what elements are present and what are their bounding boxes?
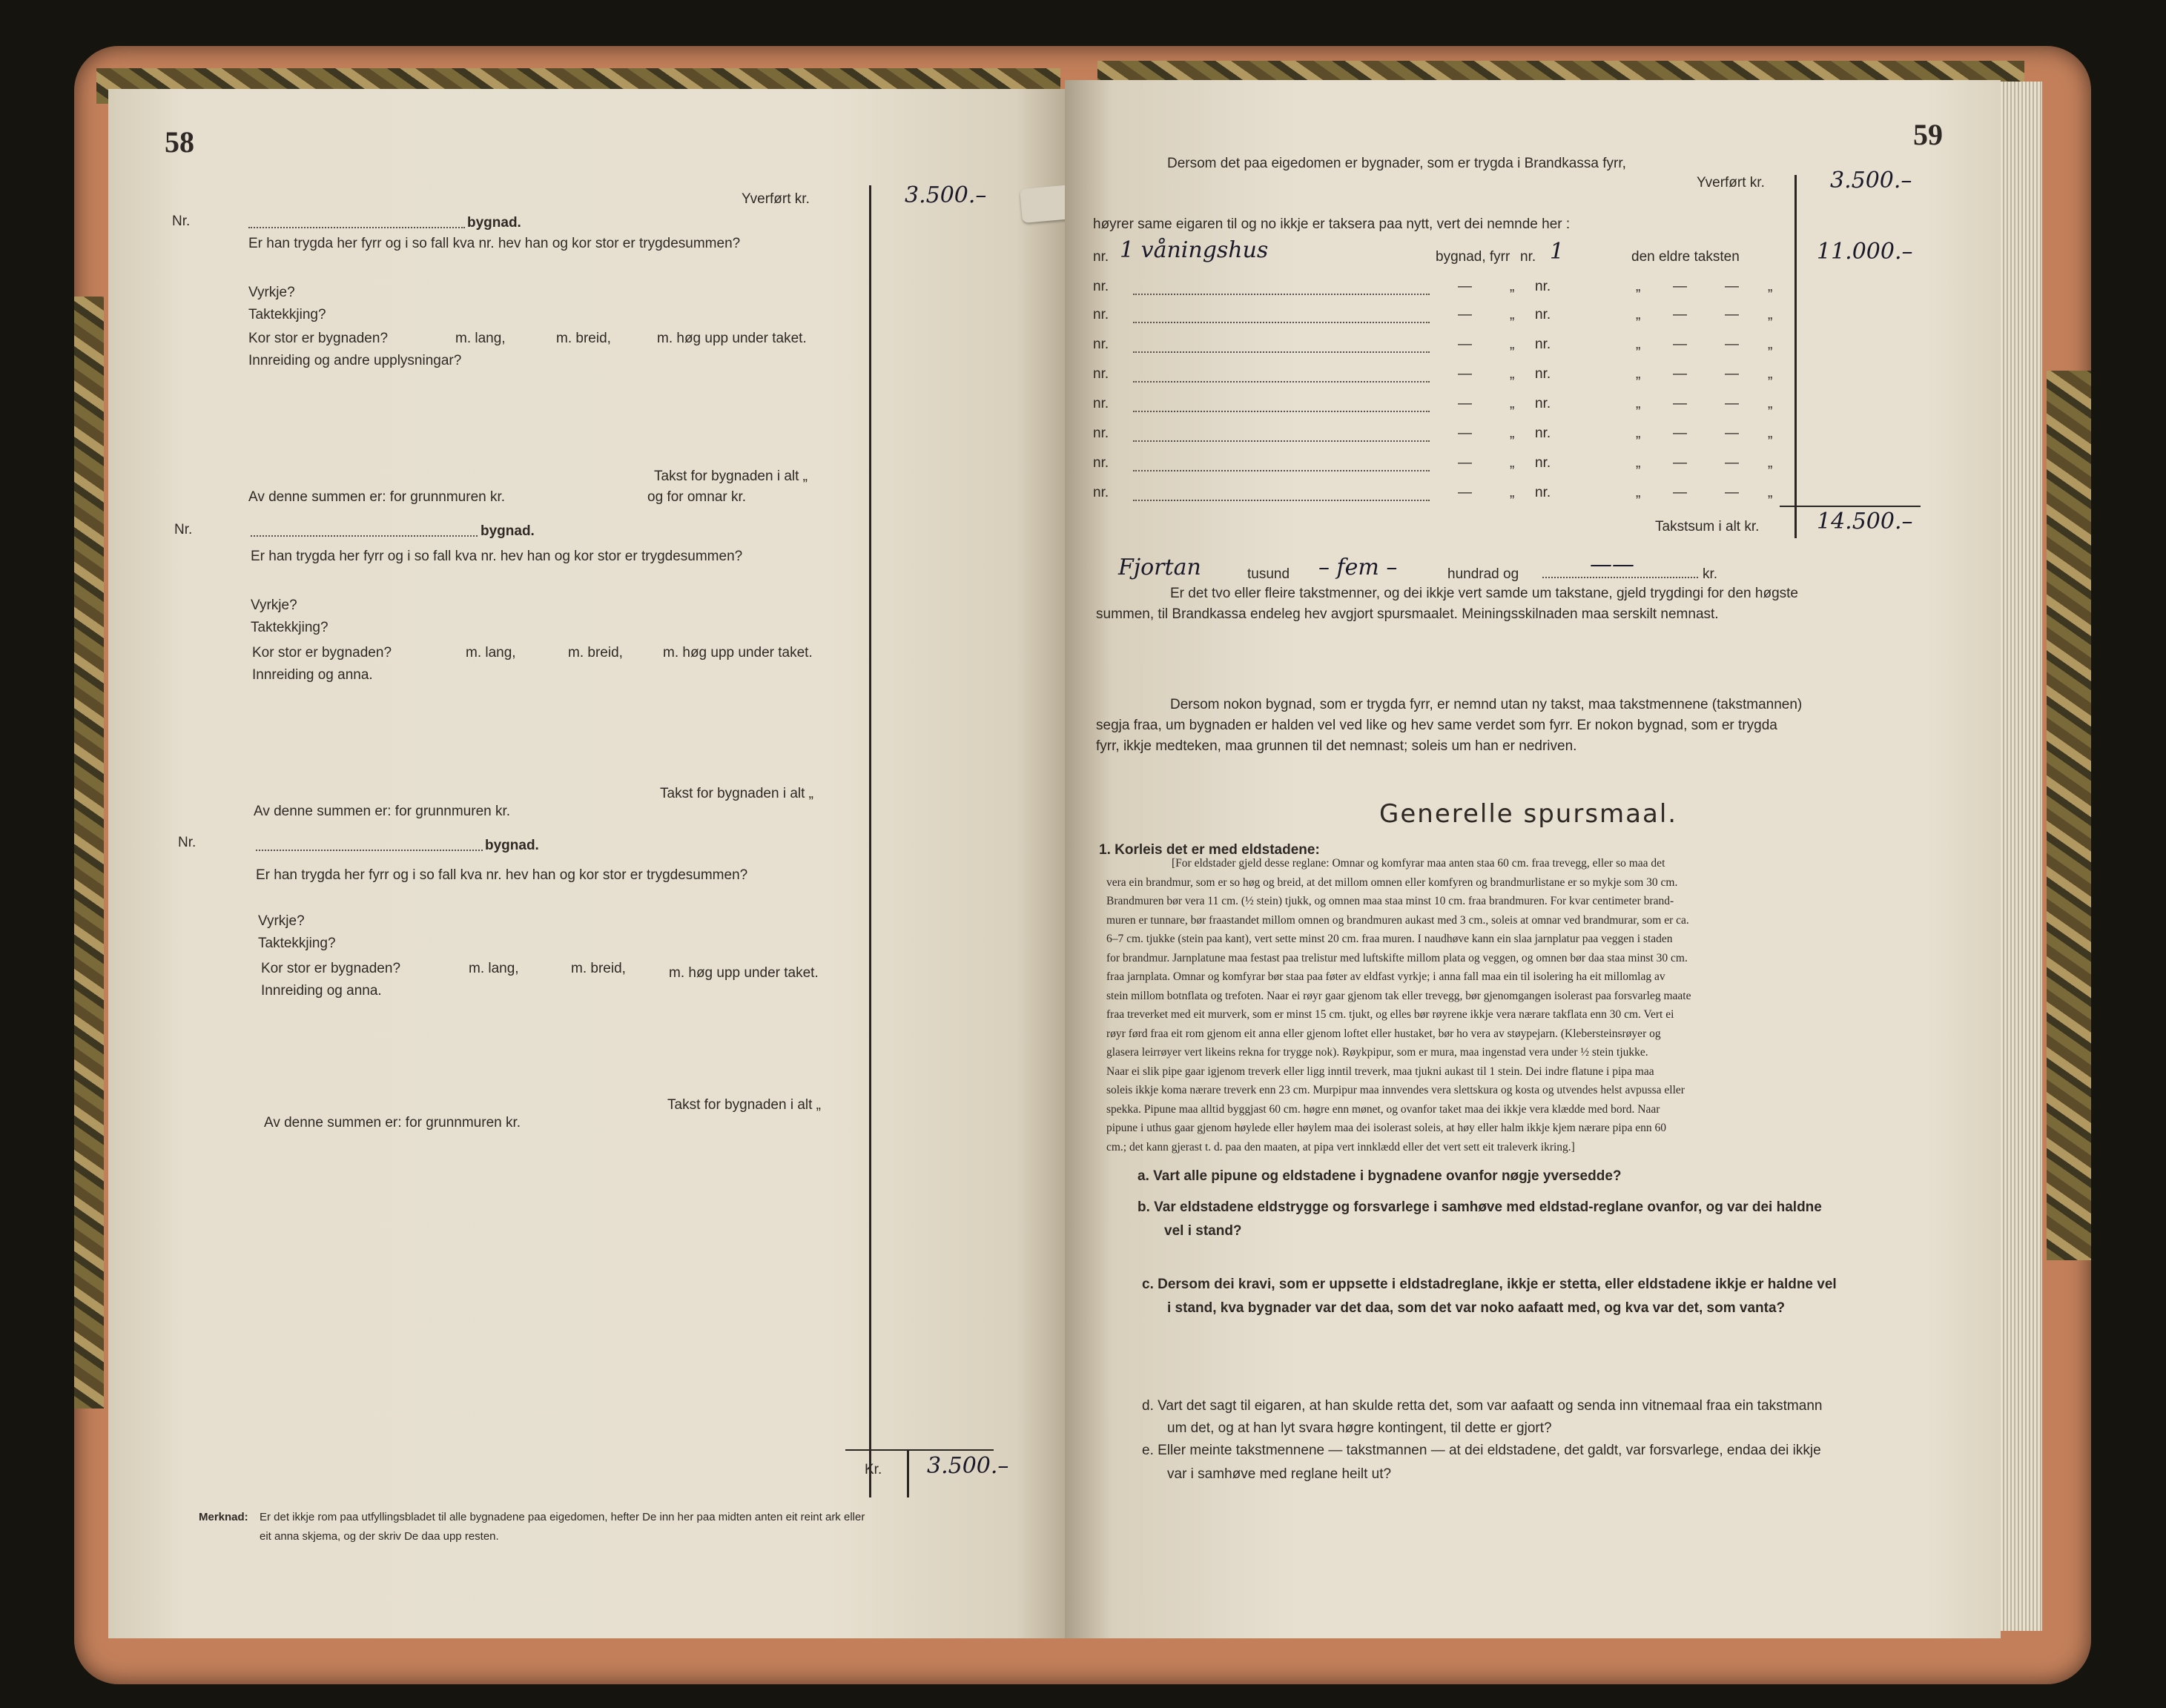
nr-label: nr. (1520, 249, 1536, 265)
dash-mark: — (1725, 337, 1739, 352)
width-label: m. breid, (568, 645, 623, 661)
dash-mark: — (1673, 455, 1687, 471)
page-number: 58 (165, 125, 194, 159)
rules-line: fraa treverket med eit murverk, som er minst 15 cm. tjukt, og elles bør røyrene ikkje vera nærare takflata enn 30 cm. Vert ei (1106, 1008, 1674, 1021)
nr-label: nr. (1535, 485, 1551, 500)
ditto-mark: „ (1510, 337, 1515, 352)
nr-label: nr. (1093, 455, 1109, 471)
vyrkje-label: Vyrkje? (251, 598, 297, 613)
marbled-edge (2047, 371, 2091, 1260)
question-b: b. Var eldstadene eldstrygge og forsvarlege i samhøve med eldstad-reglane ovanfor, og var dei haldne (1138, 1199, 1822, 1215)
rules-line: Naar ei slik pipe gaar igjenom treverk eller ligg inntil treverk, maa tjukni aukast til 1 stein. Dei indre flatune i pipa maa (1106, 1065, 1654, 1078)
ditto-mark: „ (1510, 366, 1515, 382)
dash-mark: — (1458, 396, 1472, 411)
bygnad-label: bygnad. (485, 838, 539, 853)
question-e: var i samhøve med reglane heilt ut? (1167, 1466, 1392, 1482)
insured-question: Er han trygda her fyrr og i so fall kva nr. hev han og kor stor er trygdesummen? (248, 236, 741, 251)
sum-breakdown-label: Av denne summen er: for grunnmuren kr. (254, 804, 511, 819)
ditto-mark: „ (1636, 366, 1641, 382)
question-a: a. Vart alle pipune og eldstadene i bygnadene ovanfor nøgje yversedde? (1138, 1168, 1622, 1184)
rules-line: røyr førd fraa eit rom gjenom eit anna eller gjenom loftet eller hustaket, bør ho vera av støypejarn. (Klebersteinsrøyer og (1106, 1027, 1661, 1040)
carried-forward-label: Yverført kr. (1697, 175, 1765, 191)
height-label: m. høg upp under taket. (657, 331, 807, 346)
dash-mark: — (1673, 426, 1687, 441)
question-e: e. Eller meinte takstmennene — takstmannen — at dei eldstadene, det galdt, var forsvarlege, endaa dei ikkje (1142, 1443, 1821, 1458)
sum-rule (1780, 506, 1921, 507)
nr-label: Nr. (174, 522, 193, 537)
dash-mark: — (1725, 426, 1739, 441)
marbled-edge (74, 297, 104, 1409)
nr-label: nr. (1093, 249, 1109, 265)
ditto-mark: „ (1510, 426, 1515, 441)
ditto-mark: „ (1636, 307, 1641, 322)
rules-line: stein millom botnflata og trefoten. Naar ei røyr gaar gjenom tak eller trevegg, bør gjenomgangen isolerast paa forsvarleg maate (1106, 989, 1691, 1002)
total-rule (845, 1449, 994, 1451)
ditto-mark: „ (1636, 455, 1641, 471)
dash-mark: — (1673, 337, 1687, 352)
size-question: Kor stor er bygnaden? (248, 331, 389, 346)
nr-label: nr. (1093, 307, 1109, 322)
dash-mark: — (1673, 366, 1687, 382)
ditto-mark: „ (1768, 485, 1773, 500)
question-c: c. Dersom dei kravi, som er uppsette i eldstadreglane, ikkje er stetta, eller eldstadene ikkje er haldne vel (1142, 1277, 1837, 1292)
carried-forward-value: 3.500.– (905, 182, 987, 208)
taktekkjing-label: Taktekkjing? (248, 307, 326, 322)
other-info-label: Innreiding og andre upplysningar? (248, 353, 462, 368)
ditto-mark: „ (1636, 485, 1641, 500)
size-question: Kor stor er bygnaden? (252, 645, 392, 661)
height-label: m. høg upp under taket. (669, 965, 819, 981)
ditto-mark: „ (1768, 426, 1773, 441)
untaxed-text: segja fraa, um bygnaden er halden vel ved like og hev same verdet som fyrr. Er nokon bygnad, som er trygda (1096, 718, 1777, 733)
ditto-mark: „ (1636, 279, 1641, 294)
nr-label: nr. (1535, 307, 1551, 322)
ditto-mark: „ (1768, 455, 1773, 471)
merknad-text: Er det ikkje rom paa utfyllingsbladet til alle bygnadene paa eigedomen, hefter De inn her paa midten anten eit reint ark eller (260, 1511, 865, 1523)
ditto-mark: „ (1768, 307, 1773, 322)
nr-label: nr. (1093, 426, 1109, 441)
rules-line: soleis ikkje koma nærare treverk enn 23 cm. Murpipur maa innvendes vera slettskura og kosta og utvendes helst avpussa eller (1106, 1084, 1685, 1096)
ditto-mark: „ (1768, 366, 1773, 382)
blank-line (251, 523, 478, 537)
question-d: um det, og at han lyt svara høgre kontingent, til dette er gjort? (1167, 1420, 1552, 1436)
nr-label: nr. (1535, 366, 1551, 382)
blank-line (1133, 458, 1430, 471)
dash-mark: — (1458, 426, 1472, 441)
nr-label: nr. (1535, 337, 1551, 352)
nr-label: Nr. (172, 214, 191, 229)
question-c: i stand, kva bygnader var det daa, som det var noko aafaatt med, og kva var det, som vanta? (1167, 1300, 1786, 1316)
dash-mark: — (1458, 485, 1472, 500)
question-b: vel i stand? (1164, 1223, 1242, 1239)
dash-mark: — (1673, 485, 1687, 500)
takst-label: Takst for bygnaden i alt „ (660, 786, 813, 801)
blank-line (1133, 369, 1430, 383)
amount-column-line (1794, 175, 1797, 538)
question-1-label: 1. Korleis det er med eldstadene: (1099, 842, 1320, 858)
dash-mark: — (1673, 396, 1687, 411)
dash-mark: — (1673, 307, 1687, 322)
other-info-label: Innreiding og anna. (261, 983, 382, 999)
carried-forward-value: 3.500.– (1830, 168, 1912, 193)
taktekkjing-label: Taktekkjing? (258, 936, 336, 951)
ditto-mark: „ (1768, 396, 1773, 411)
amount-words-handwritten: – fem – (1318, 555, 1398, 580)
vyrkje-label: Vyrkje? (248, 285, 295, 300)
takst-label: Takst for bygnaden i alt „ (654, 469, 808, 484)
bygnad-label: bygnad. (467, 215, 521, 231)
eldre-takst-label: den eldre taksten (1631, 249, 1740, 265)
rules-line: vera ein brandmur, som er so høg og breid, at det millom omnen eller komfyren og brandmurlistane er so mykje som 30 cm. (1106, 875, 1678, 889)
size-question: Kor stor er bygnaden? (261, 961, 401, 976)
old-takst-value: 11.000.– (1817, 239, 1913, 265)
width-label: m. breid, (556, 331, 611, 346)
vyrkje-label: Vyrkje? (258, 913, 305, 929)
ditto-mark: „ (1636, 426, 1641, 441)
ditto-mark: „ (1510, 396, 1515, 411)
blank-line (1133, 310, 1430, 323)
ditto-mark: „ (1510, 279, 1515, 294)
merknad-text: eit anna skjema, og der skriv De daa upp resten. (260, 1530, 499, 1543)
nr-label: nr. (1093, 279, 1109, 294)
total-value: 3.500.– (927, 1453, 1009, 1479)
page-number: 59 (1913, 118, 1943, 151)
page-edges (2001, 82, 2042, 1631)
blank-line (1133, 282, 1430, 295)
dash-mark: — (1458, 337, 1472, 352)
rules-line: cm.; det kann gjerast t. d. paa den maaten, at pipa vert innklædd eller det vert sett eit traleverk ikring.] (1106, 1140, 1575, 1153)
disagreement-text: Er det tvo eller fleire takstmenner, og dei ikkje vert samde um takstane, gjeld trygdingi for den høgste (1170, 586, 1798, 601)
nr-label: Nr. (178, 835, 197, 850)
untaxed-text: Dersom nokon bygnad, som er trygda fyrr, er nemnd utan ny takst, maa takstmennene (takstmannen) (1170, 697, 1803, 712)
width-label: m. breid, (571, 961, 626, 976)
nr-label: nr. (1535, 455, 1551, 471)
ditto-mark: „ (1510, 455, 1515, 471)
rules-line: [For eldstader gjeld desse reglane: Omnar og komfyrar maa anten staa 60 cm. fraa trevegg, eller so maa det (1172, 857, 1665, 870)
takst-label: Takst for bygnaden i alt „ (667, 1097, 821, 1113)
merknad-label: Merknad: (199, 1511, 248, 1523)
nr-label: nr. (1093, 396, 1109, 411)
nr-label: nr. (1535, 426, 1551, 441)
bygnad-label: bygnad. (481, 523, 535, 539)
insured-question: Er han trygda her fyrr og i so fall kva nr. hev han og kor stor er trygdesummen? (251, 549, 743, 564)
dash-mark: — (1725, 366, 1739, 382)
dash-mark: — (1458, 307, 1472, 322)
blank-line (1133, 428, 1430, 442)
general-questions-heading: Generelle spursmaal. (1379, 799, 1678, 829)
length-label: m. lang, (455, 331, 506, 346)
omnar-label: og for omnar kr. (647, 489, 747, 505)
hundrad-label: hundrad og (1447, 566, 1519, 582)
untaxed-text: fyrr, ikkje medteken, maa grunnen til det nemnast; soleis um han er nedriven. (1096, 738, 1577, 754)
blank-line (1542, 565, 1698, 578)
rules-line: pipune i uthus gaar gjenom høylede eller høylem maa dei isolerast soleis, at høy eller halm ikkje kjem nærare pipa enn 60 (1106, 1122, 1666, 1134)
building-handwritten: 1 våningshus (1120, 237, 1269, 263)
ditto-mark: „ (1636, 337, 1641, 352)
rules-line: for brandmur. Jarnplatune maa festast paa trelistur med luftskifte millom plata og veggen, og omnen bør daa staa minst 30 cm. (1106, 951, 1688, 964)
ditto-mark: „ (1510, 485, 1515, 500)
dash-mark: — (1725, 307, 1739, 322)
total-label: Kr. (865, 1462, 882, 1477)
amount-column-line (869, 185, 871, 1497)
ditto-mark: „ (1636, 396, 1641, 411)
nr-label: nr. (1093, 337, 1109, 352)
ditto-mark: „ (1768, 279, 1773, 294)
dash-mark: — (1458, 455, 1472, 471)
blank-line (1133, 399, 1430, 412)
amount-words-handwritten: —— (1590, 552, 1634, 577)
rules-line: fraa jarnplata. Omnar og komfyrar bør staa paa føter av eldfast vyrkje; i anna fall maa ein til isolering ha eit millomlag av (1106, 970, 1665, 983)
blank-line (1133, 488, 1430, 501)
nr-label: nr. (1535, 396, 1551, 411)
dash-mark: — (1725, 279, 1739, 294)
ditto-mark: „ (1768, 337, 1773, 352)
dash-mark: — (1673, 279, 1687, 294)
sum-breakdown-label: Av denne summen er: for grunnmuren kr. (264, 1115, 521, 1131)
nr-label: nr. (1093, 485, 1109, 500)
nr-label: nr. (1535, 279, 1551, 294)
rules-line: glasera leirrøyer vert likeins rekna for trygge nok). Røykpipur, som er mura, maa ingenstad vera under ½ stein tjukke. (1106, 1046, 1648, 1059)
intro-text: høyrer same eigaren til og no ikkje er taksera paa nytt, vert dei nemnde her : (1093, 216, 1571, 232)
dash-mark: — (1725, 485, 1739, 500)
rules-line: 6–7 cm. tjukke (stein paa kant), vert sette minst 20 cm. fraa muren. I naudhøve kann ein slaa jarnplatur paa veggen i staden (1106, 933, 1673, 945)
nr-handwritten: 1 (1550, 239, 1565, 265)
other-info-label: Innreiding og anna. (252, 667, 373, 683)
amount-words-handwritten: Fjortan (1118, 555, 1201, 580)
carried-forward-label: Yverført kr. (742, 191, 810, 207)
bygnad-fyrr-label: bygnad, fyrr (1436, 249, 1510, 265)
length-label: m. lang, (466, 645, 516, 661)
intro-text: Dersom det paa eigedomen er bygnader, som er trygda i Brandkassa fyrr, (1167, 156, 1626, 171)
dash-mark: — (1725, 455, 1739, 471)
takstsum-label: Takstsum i alt kr. (1655, 519, 1760, 534)
question-d: d. Vart det sagt til eigaren, at han skulde retta det, som var aafaatt og senda inn vitnemaal fraa ein takstmann (1142, 1398, 1823, 1414)
tusund-label: tusund (1247, 566, 1290, 582)
blank-line (1133, 340, 1430, 353)
total-column-line (907, 1449, 909, 1497)
length-label: m. lang, (469, 961, 519, 976)
sum-breakdown-label: Av denne summen er: for grunnmuren kr. (248, 489, 506, 505)
height-label: m. høg upp under taket. (663, 645, 813, 661)
rules-line: spekka. Pipune maa alltid byggjast 60 cm. høgre enn mønet, og ovanfor taket maa dei ikkje vera klædde med bord. Naar (1106, 1102, 1660, 1116)
rules-line: Brandmuren bør vera 11 cm. (½ stein) tjukk, og omnen maa staa minst 10 cm. fraa brandmuren. For kvar centimeter brand- (1106, 895, 1674, 907)
insured-question: Er han trygda her fyrr og i so fall kva nr. hev han og kor stor er trygdesummen? (256, 867, 748, 883)
disagreement-text: summen, til Brandkassa endeleg hev avgjort spursmaalet. Meiningsskilnaden maa serskilt nemnast. (1096, 606, 1719, 622)
blank-line (256, 838, 483, 851)
blank-line (248, 215, 465, 228)
dash-mark: — (1725, 396, 1739, 411)
ditto-mark: „ (1510, 307, 1515, 322)
nr-label: nr. (1093, 366, 1109, 382)
takstsum-value: 14.500.– (1817, 509, 1913, 534)
dash-mark: — (1458, 366, 1472, 382)
kr-label: kr. (1703, 566, 1718, 582)
dash-mark: — (1458, 279, 1472, 294)
taktekkjing-label: Taktekkjing? (251, 620, 328, 635)
rules-line: muren er tunnare, bør fraastandet millom omnen og brandmuren aukast med 3 cm., soleis at omnar ved brandmurar, som er ca. (1106, 913, 1689, 927)
